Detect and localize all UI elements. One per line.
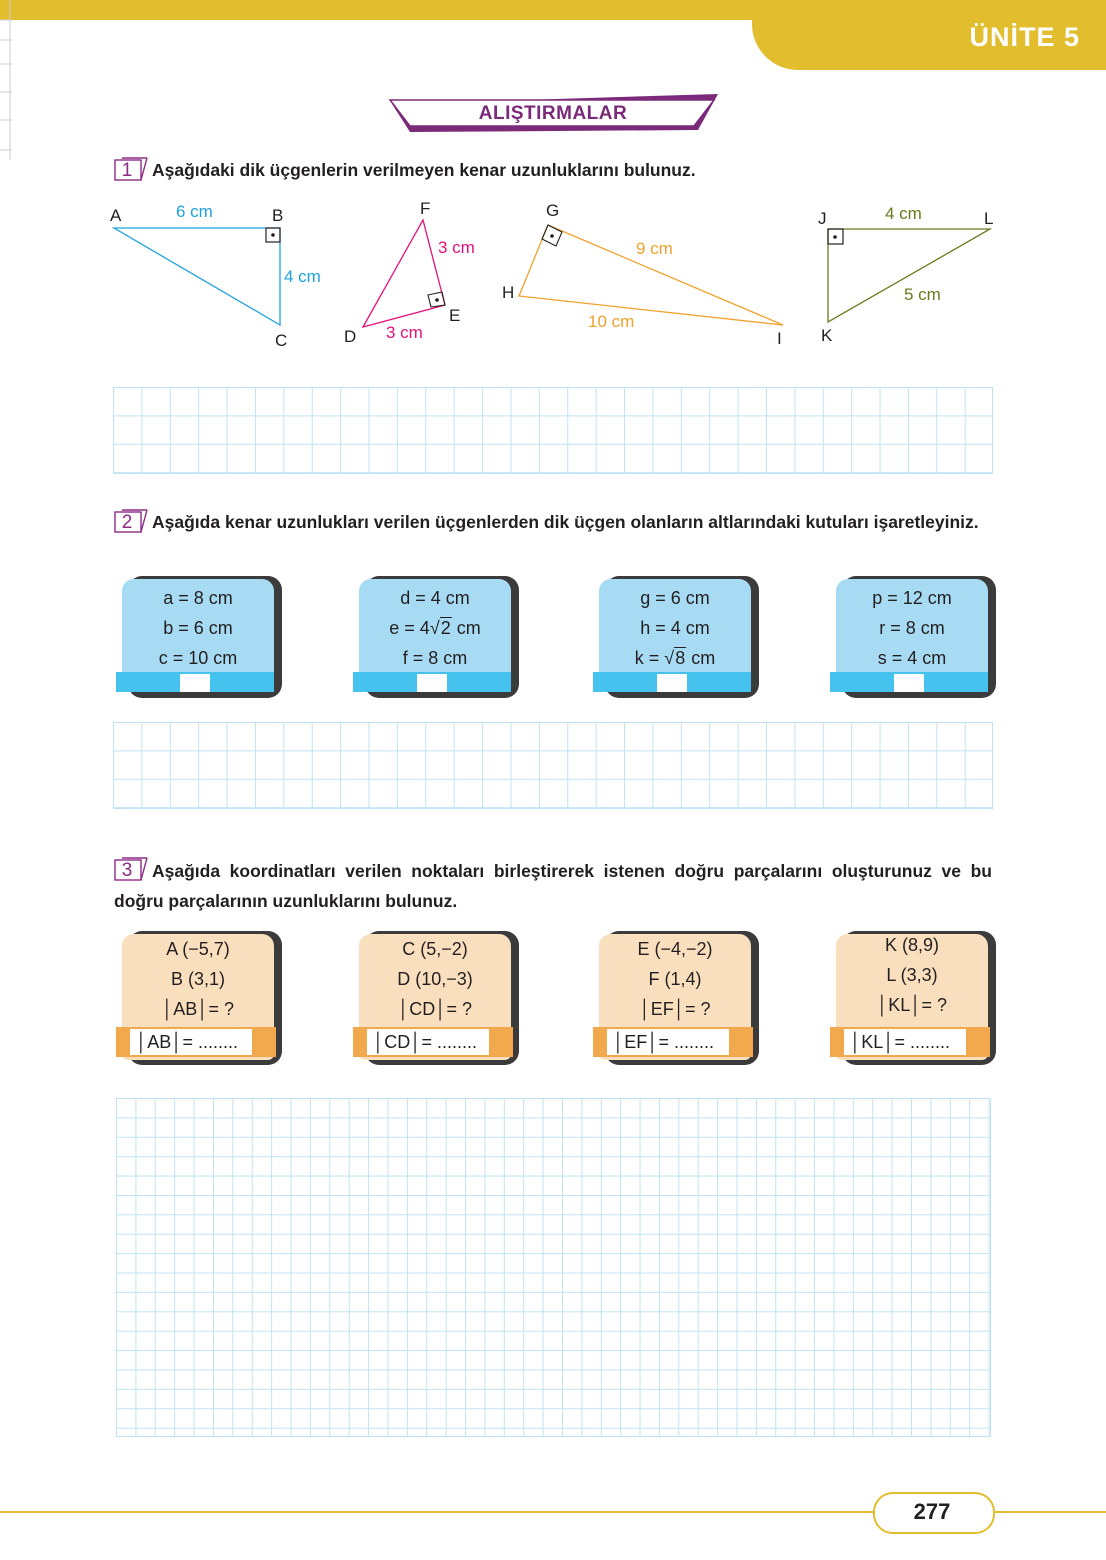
coordinates-box-4 (836, 931, 996, 1065)
answer-field-ef[interactable]: │EF│= ........ (607, 1029, 729, 1055)
question-3-number: 3 (121, 860, 133, 881)
side-r: r = 8 cm (879, 618, 945, 638)
side-g: g = 6 cm (640, 588, 710, 608)
answer-field-kl[interactable]: │KL│= ........ (844, 1029, 966, 1055)
point-b: B (3,1) (170, 969, 226, 989)
question-2-text: Aşağıda kenar uzunlukları verilen üçgenlerden dik üçgen olanların altlarındaki kutuları işaretleyiniz. (152, 512, 979, 532)
question-2-number: 2 (121, 512, 133, 533)
side-s: s = 4 cm (877, 648, 947, 668)
length-question-kl: │KL│= ? (876, 995, 948, 1015)
label-ab: 6 cm (176, 202, 213, 221)
side-e: e = 4√2 cm (389, 618, 481, 638)
length-question-cd: │CD│= ? (397, 999, 473, 1019)
side-lengths-box-1 (122, 576, 282, 698)
side-a: a = 8 cm (163, 588, 233, 608)
side-b: b = 6 cm (163, 618, 233, 638)
vertex-f: F (420, 199, 431, 218)
unit-title: ÜNİTE 5 (969, 22, 1080, 52)
question-1-number: 1 (121, 160, 133, 181)
label-hi: 10 cm (588, 312, 635, 331)
side-f: f = 8 cm (402, 648, 468, 668)
vertex-j: J (818, 209, 827, 228)
label-de: 3 cm (386, 323, 423, 342)
question-3-text: Aşağıda koordinatları verilen noktaları birleştirerek istenen doğru parçalarını oluşturunuz ve bu doğru parçalarının uzunluklarını bulunuz. (114, 861, 992, 911)
vertex-k: K (821, 326, 833, 345)
point-c: C (5,−2) (402, 939, 468, 959)
coordinates-box-1 (122, 931, 282, 1065)
vertex-b: B (272, 206, 284, 225)
answer-field-ab[interactable]: │AB│= ........ (130, 1029, 252, 1055)
triangle-jkl (818, 204, 993, 345)
label-bc: 4 cm (284, 267, 321, 286)
point-a: A (−5,7) (166, 939, 230, 959)
triangle-abc (110, 202, 321, 350)
vertex-e: E (449, 306, 461, 325)
point-k: K (8,9) (884, 935, 940, 955)
section-title: ALIŞTIRMALAR (478, 103, 628, 124)
triangle-def (344, 199, 475, 346)
answer-grid-2[interactable] (113, 722, 993, 809)
point-f: F (1,4) (648, 969, 702, 989)
point-e: E (−4,−2) (637, 939, 713, 959)
vertex-g: G (546, 201, 560, 220)
side-c: c = 10 cm (158, 648, 238, 668)
coordinates-box-3 (599, 931, 759, 1065)
side-lengths-box-3 (599, 576, 759, 698)
question-1-text: Aşağıdaki dik üçgenlerin verilmeyen kenar uzunluklarını bulunuz. (152, 160, 696, 180)
side-p: p = 12 cm (872, 588, 952, 608)
answer-grid-1[interactable] (113, 387, 993, 474)
right-triangle-checkbox-4[interactable] (894, 674, 924, 692)
page-number: 277 (913, 1499, 951, 1524)
right-triangle-checkbox-3[interactable] (657, 674, 687, 692)
side-lengths-box-2 (359, 576, 519, 698)
side-k: k = √8 cm (634, 648, 716, 668)
vertex-c: C (275, 331, 288, 350)
edge-marks (0, 0, 12, 160)
right-triangle-checkbox-1[interactable] (180, 674, 210, 692)
vertex-d: D (344, 327, 357, 346)
label-fe: 3 cm (438, 238, 475, 257)
coordinate-grid[interactable] (116, 1098, 991, 1437)
point-l: L (3,3) (886, 965, 938, 985)
point-d: D (10,−3) (397, 969, 473, 989)
label-jl: 4 cm (885, 204, 922, 223)
answer-field-cd[interactable]: │CD│= ........ (367, 1029, 489, 1055)
vertex-h: H (502, 283, 515, 302)
vertex-i: I (777, 329, 782, 348)
coordinates-box-2 (359, 931, 519, 1065)
triangles-diagram (100, 195, 1010, 360)
right-triangle-checkbox-2[interactable] (417, 674, 447, 692)
triangle-ghi (502, 201, 783, 348)
side-lengths-box-4 (836, 576, 996, 698)
vertex-l: L (984, 209, 994, 228)
label-gi: 9 cm (636, 239, 673, 258)
label-kl: 5 cm (904, 285, 941, 304)
length-question-ef: │EF│= ? (639, 999, 711, 1019)
vertex-a: A (110, 206, 122, 225)
length-question-ab: │AB│= ? (161, 999, 235, 1019)
side-d: d = 4 cm (400, 588, 470, 608)
side-h: h = 4 cm (640, 618, 710, 638)
